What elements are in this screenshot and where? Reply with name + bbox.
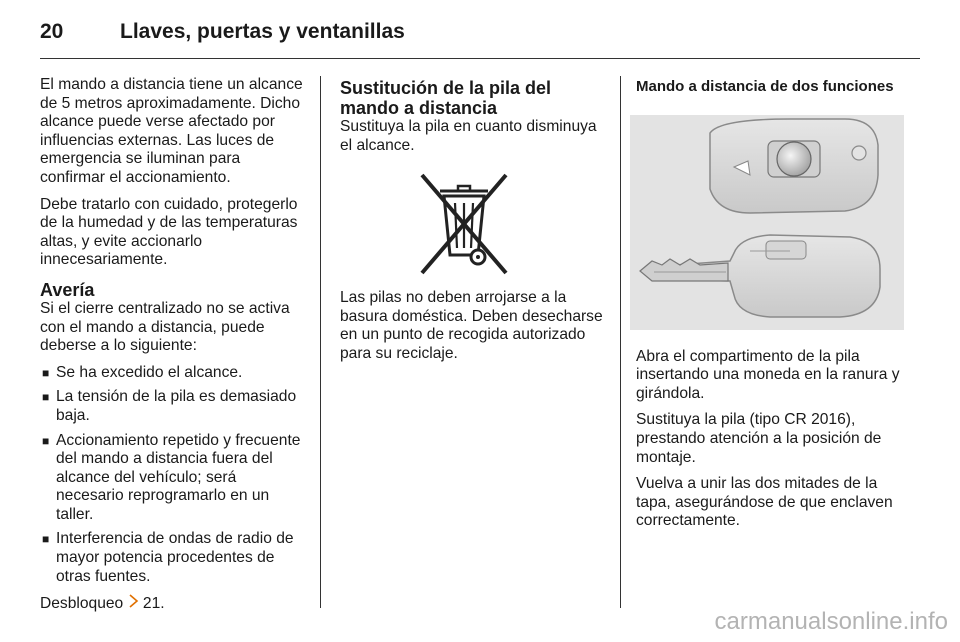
replace-battery-paragraph: Sustituya la pila (tipo CR 2016), prestando atención a la posición de montaje. bbox=[636, 411, 882, 466]
list-item-text: La tensión de la pila es demasiado baja. bbox=[56, 388, 297, 424]
list-item bbox=[40, 364, 305, 383]
list-item bbox=[40, 388, 305, 425]
list-item-text: Se ha excedido el alcance. bbox=[56, 363, 243, 381]
list-item bbox=[40, 530, 305, 586]
averia-intro: Si el cierre centralizado no se activa con el mando a distancia, puede deberse a lo siguiente: bbox=[40, 299, 290, 355]
two-function-remote-heading: Mando a distancia de dos funciones bbox=[636, 78, 894, 95]
column-divider-1 bbox=[320, 76, 321, 608]
fault-list bbox=[40, 364, 305, 587]
page-number: 20 bbox=[40, 20, 64, 43]
bullet-icon: ■ bbox=[42, 390, 50, 405]
reference-arrow-icon bbox=[128, 594, 139, 614]
column-2 bbox=[340, 76, 604, 372]
care-paragraph: Debe tratarlo con cuidado, protegerlo de la humedad y de las temperaturas altas, y evite accionarlo innecesariamente. bbox=[40, 195, 298, 269]
list-item bbox=[40, 432, 305, 525]
range-paragraph: El mando a distancia tiene un alcance de 5 metros aproximadamente. Dicho alcance puede verse afectado por influencias externas. Las luces de emergencia se iluminan para confirmar el accionamiento. bbox=[40, 76, 303, 186]
chapter-title: Llaves, puertas y ventanillas bbox=[120, 20, 405, 43]
remote-key-illustration bbox=[630, 115, 904, 330]
open-compartment-paragraph: Abra el compartimento de la pila insertando una moneda en la ranura y girándola. bbox=[636, 347, 900, 402]
cross-reference-page: 21. bbox=[142, 595, 165, 613]
bullet-icon: ■ bbox=[42, 532, 50, 547]
watermark: carmanualsonline.info bbox=[714, 608, 948, 635]
battery-replacement-paragraph: Sustituya la pila en cuanto disminuya el alcance. bbox=[340, 118, 597, 154]
cross-reference[interactable] bbox=[40, 594, 305, 614]
header-rule bbox=[40, 58, 920, 59]
cross-reference-text: Desbloqueo bbox=[40, 595, 124, 613]
disposal-paragraph: Las pilas no deben arrojarse a la basura doméstica. Deben desecharse en un punto de recogida autorizado para su reciclaje. bbox=[340, 289, 603, 362]
reassemble-paragraph: Vuelva a unir las dos mitades de la tapa, asegurándose de que enclaven correctamente. bbox=[636, 475, 893, 530]
list-item-text: Accionamiento repetido y frecuente del mando a distancia fuera del alcance del vehículo; será necesario reprogramarlo en un taller. bbox=[56, 431, 301, 523]
list-item-text: Interferencia de ondas de radio de mayor potencia procedentes de otras fuentes. bbox=[56, 530, 294, 585]
crossed-bin-icon bbox=[414, 169, 514, 279]
averia-heading: Avería bbox=[40, 279, 95, 300]
column-3 bbox=[636, 76, 904, 539]
column-1 bbox=[40, 76, 305, 622]
battery-replacement-heading: Sustitución de la pila del mando a distancia bbox=[340, 78, 552, 118]
page-header bbox=[40, 14, 920, 50]
column-divider-2 bbox=[620, 76, 621, 608]
bullet-icon: ■ bbox=[42, 365, 50, 380]
bullet-icon: ■ bbox=[42, 433, 50, 448]
